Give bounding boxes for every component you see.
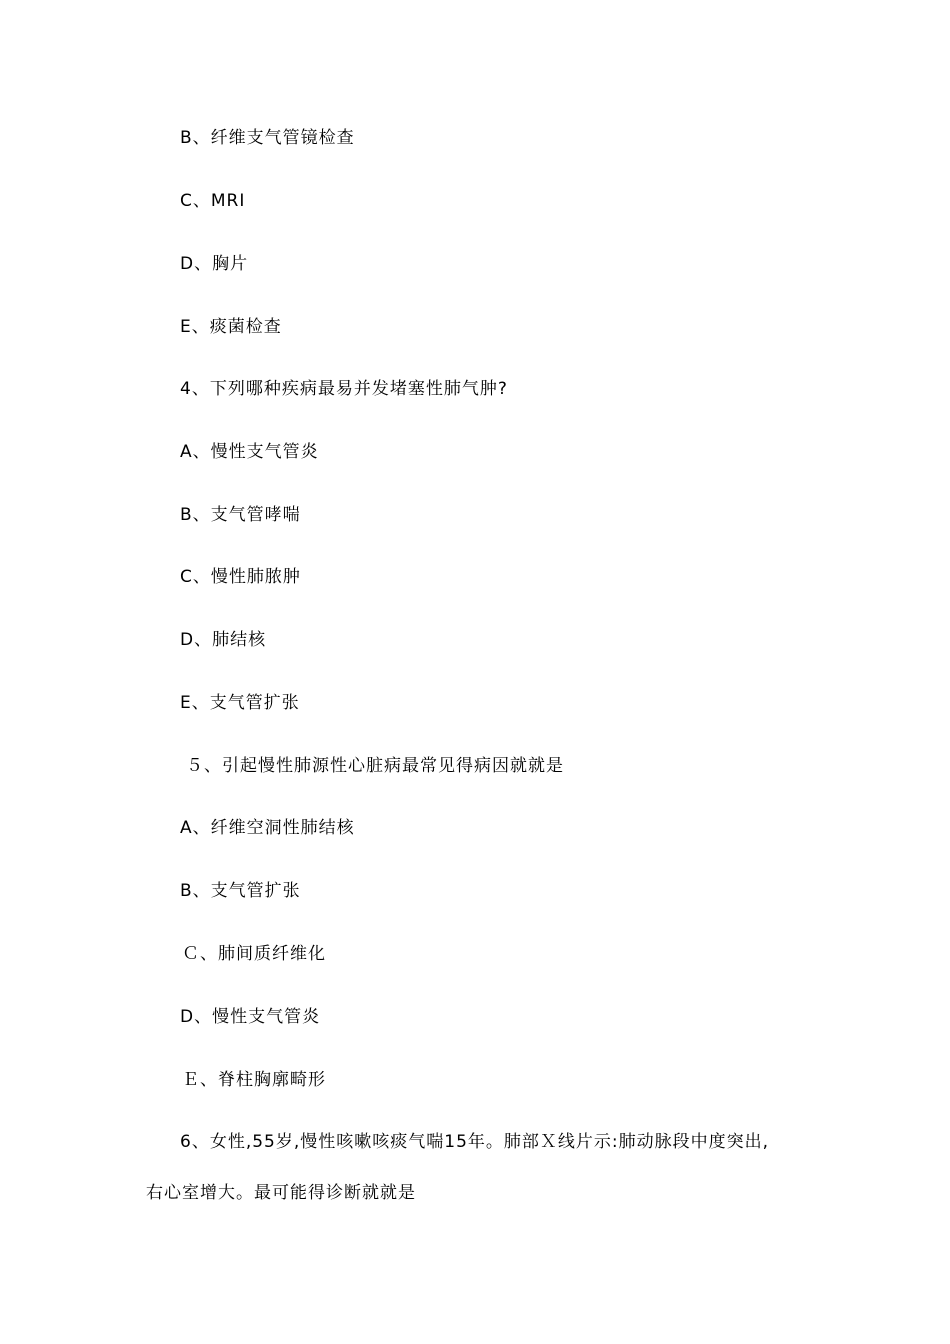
q5-option-b: B、支气管扩张 — [180, 881, 301, 901]
q4-option-b: B、支气管哮喘 — [180, 505, 301, 525]
question-4: 4、下列哪种疾病最易并发堵塞性肺气肿? — [180, 379, 508, 399]
option-d-chest-xray: D、胸片 — [180, 254, 249, 274]
q4-option-d: D、肺结核 — [180, 630, 267, 650]
q5-option-c: Ｃ、肺间质纤维化 — [182, 944, 326, 964]
option-c-mri: C、MRI — [180, 191, 246, 211]
question-6-line-2: 右心室增大。最可能得诊断就就是 — [146, 1183, 416, 1203]
q5-option-e: Ｅ、脊柱胸廓畸形 — [182, 1070, 326, 1090]
q5-option-d: D、慢性支气管炎 — [180, 1007, 321, 1027]
question-5: ５、引起慢性肺源性心脏病最常见得病因就就是 — [186, 756, 564, 776]
question-6-line-1: 6、女性,55岁,慢性咳嗽咳痰气喘15年。肺部Ｘ线片示:肺动脉段中度突出, — [180, 1132, 770, 1152]
q4-option-e: E、支气管扩张 — [180, 693, 300, 713]
option-e-sputum-test: E、痰菌检查 — [180, 317, 282, 337]
q5-option-a: A、纤维空洞性肺结核 — [180, 818, 355, 838]
option-b-bronchoscopy: B、纤维支气管镜检查 — [180, 128, 355, 148]
q4-option-c: C、慢性肺脓肿 — [180, 567, 301, 587]
q4-option-a: A、慢性支气管炎 — [180, 442, 319, 462]
